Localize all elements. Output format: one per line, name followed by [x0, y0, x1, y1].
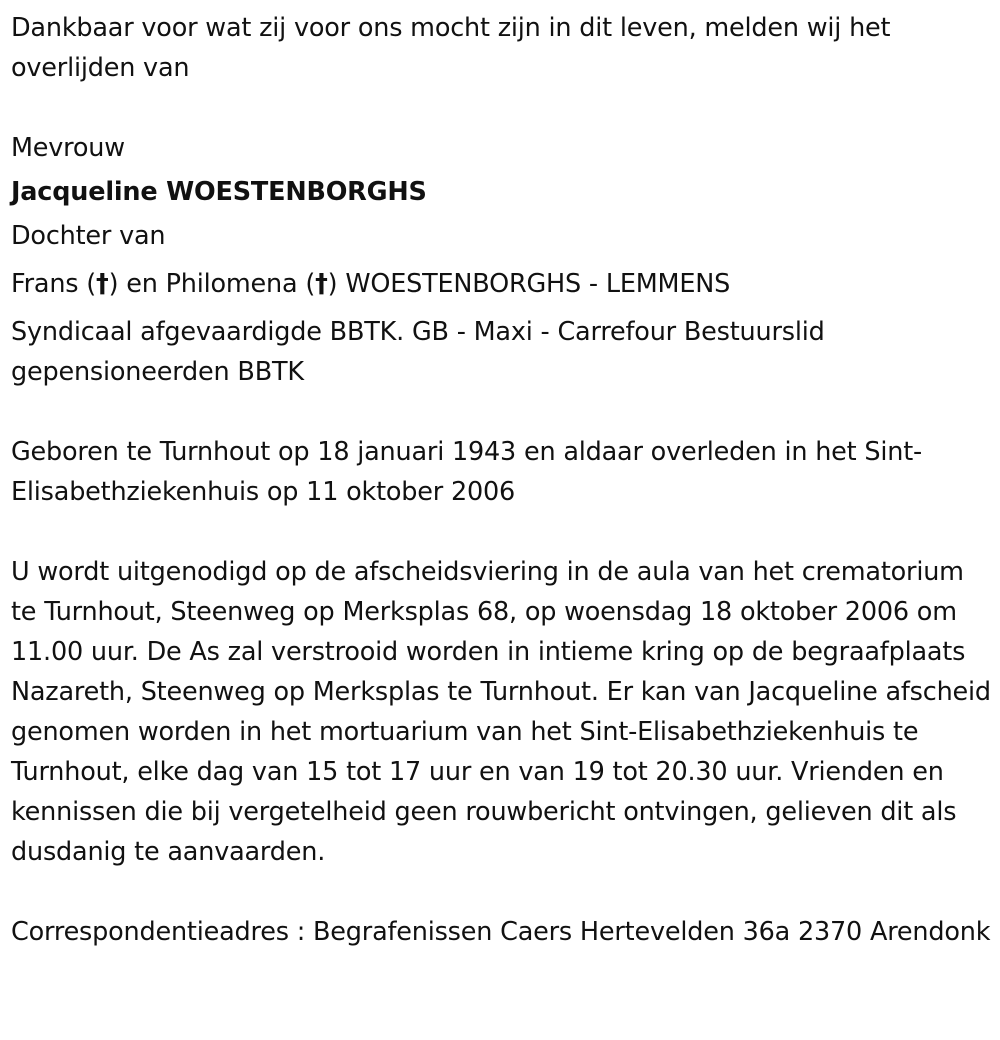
spacer: [11, 512, 1000, 552]
parents-line: Frans (†) en Philomena (†) WOESTENBORGHS - LEMMENS: [11, 269, 731, 299]
parents-connector: en: [126, 269, 158, 299]
correspondence-address: Correspondentieadres : Begrafenissen Caers Hertevelden 36a 2370 Arendonk: [11, 917, 991, 947]
birth-death-text: Geboren te Turnhout op 18 januari 1943 en aldaar overleden in het Sint-Elisabethziekenhuis op 11 oktober 2006: [11, 437, 922, 507]
ceremony-text: U wordt uitgenodigd op de afscheidsviering in de aula van het crematorium te Turnhout, Steenweg op Merksplas 68, op woensdag 18 oktober 2006 om 11.00 uur. De As zal verstrooid worden in intieme kring op de begraafplaats Nazareth, Steenweg op Merksplas te Turnhout. Er kan van Jacqueline afscheid genomen worden in het mortuarium van het Sint-Elisabethziekenhuis te Turnhout, elke dag van 15 tot 17 uur en van 19 tot 20.30 uur. Vrienden en kennissen die bij vergetelheid geen rouwbericht ontvingen, gelieven dit als dusdanig te aanvaarden.: [11, 557, 991, 867]
father-first-name: Frans: [11, 269, 79, 299]
intro-text: Dankbaar voor wat zij voor ons mocht zijn in dit leven, melden wij het overlijden van: [11, 13, 891, 83]
mother-first-name: Philomena: [165, 269, 298, 299]
honorific: Mevrouw: [11, 133, 125, 163]
cross-icon: †: [96, 269, 109, 299]
spacer: [11, 872, 1000, 912]
spacer: [11, 88, 1000, 128]
function-text: Syndicaal afgevaardigde BBTK. GB - Maxi - Carrefour Bestuurslid gepensioneerden BBTK: [11, 317, 825, 387]
cross-icon: †: [315, 269, 328, 299]
spacer: [11, 392, 1000, 432]
parents-family-names: WOESTENBORGHS - LEMMENS: [345, 269, 731, 299]
deceased-name: Jacqueline WOESTENBORGHS: [11, 177, 427, 207]
relation-text: Dochter van: [11, 221, 166, 251]
